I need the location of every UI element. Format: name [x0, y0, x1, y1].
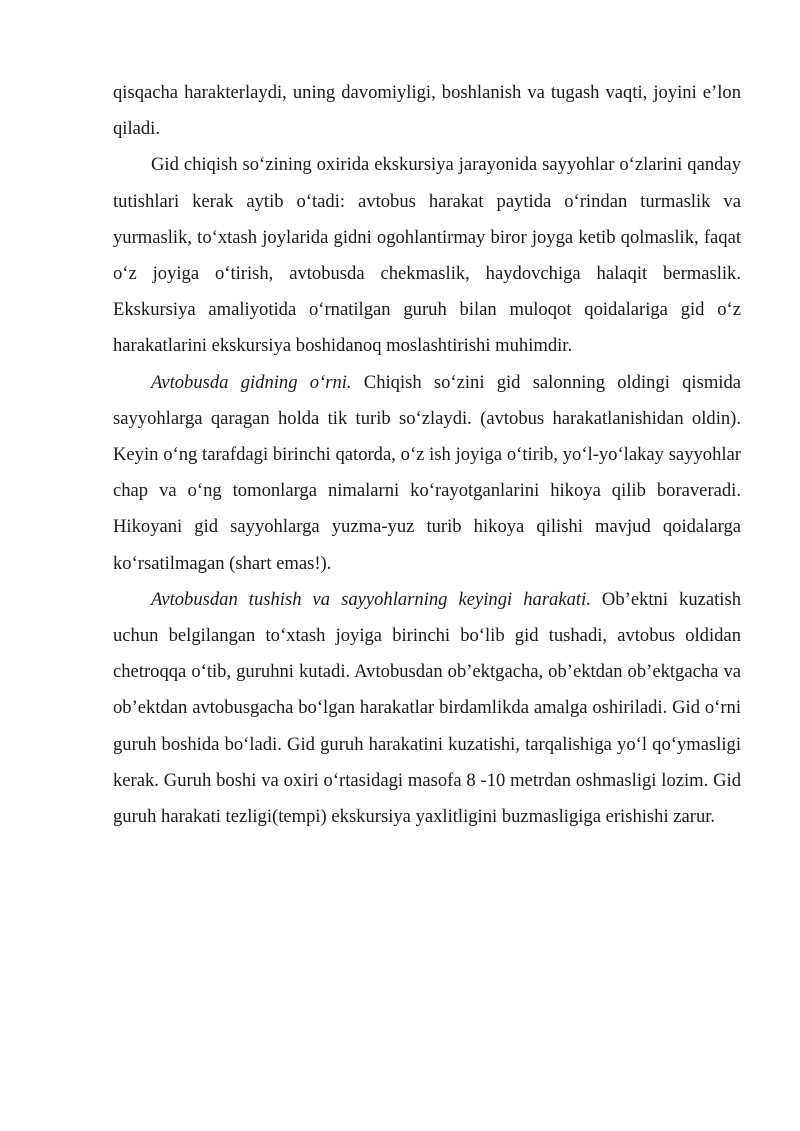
paragraph-text: Chiqish so‘zini gid salonning oldingi qismida sayyohlarga qaragan holda tik turib so‘zlaydi. (avtobus harakatlanishidan oldin). Keyin o‘ng tarafdagi birinchi qatorda, o‘z ish joyiga o‘tirib, yo‘l-yo‘lakay sayyohlar chap va o‘ng tomonlarga nimalarni ko‘rayotganlarini hikoya qilib boraveradi. Hikoyani gid sayyohlarga yuzma-yuz turib hikoya qilishi mavjud qoidalarga ko‘rsatilmagan (shart emas!). — [113, 371, 742, 574]
paragraph-italic-heading: Avtobusdan tushish va sayyohlarning keyingi harakati. — [151, 588, 591, 610]
paragraph-text: Ob’ektni kuzatish uchun belgilangan to‘xtash joyiga birinchi bo‘lib gid tushadi, avtobus oldidan chetroqqa o‘tib, guruhni kutadi. Avtobusdan ob’ektgacha, ob’ektdan ob’ektgacha va ob’ektdan avtobusgacha bo‘lgan harakatlar birdamlikda amalga oshiriladi. Gid o‘rni guruh boshida bo‘ladi. Gid guruh harakatini kuzatishi, tarqalishiga yo‘l qo‘ymasligi kerak. Guruh boshi va oxiri o‘rtasidagi masofa 8 -10 metrdan oshmasligi lozim. Gid guruh harakati tezligi(tempi) ekskursiya yaxlitligini buzmasligiga erishishi zarur. — [113, 588, 742, 828]
paragraph-text: qisqacha harakterlaydi, uning davomiyligi, boshlanish va tugash vaqti, joyini e’lon qiladi. — [113, 82, 741, 140]
paragraph-text: Gid chiqish so‘zining oxirida ekskursiya jarayonida sayyohlar o‘zlarini qanday tutishlari kerak aytib o‘tadi: avtobus harakat paytida o‘rindan turmaslik va yurmaslik, to‘xtash joylarida gidni ogohlantirmay biror joyga ketib qolmaslik, faqat o‘z joyiga o‘tirish, avtobusda chekmaslik, haydovchiga halaqit bermaslik. Ekskursiya amaliyotida o‘rnatilgan guruh bilan muloqot qoidalariga gid o‘z harakatlarini ekskursiya boshidanoq moslashtirishi muhimdir. — [113, 154, 741, 357]
document-page — [113, 75, 741, 835]
paragraph-avtobusda-gidning-orni — [113, 365, 741, 582]
paragraph-continuation — [113, 75, 741, 147]
paragraph-italic-heading: Avtobusda gidning o‘rni. — [151, 371, 352, 393]
paragraph-avtobusdan-tushish — [113, 582, 741, 835]
paragraph-gid-chiqish — [113, 147, 741, 364]
